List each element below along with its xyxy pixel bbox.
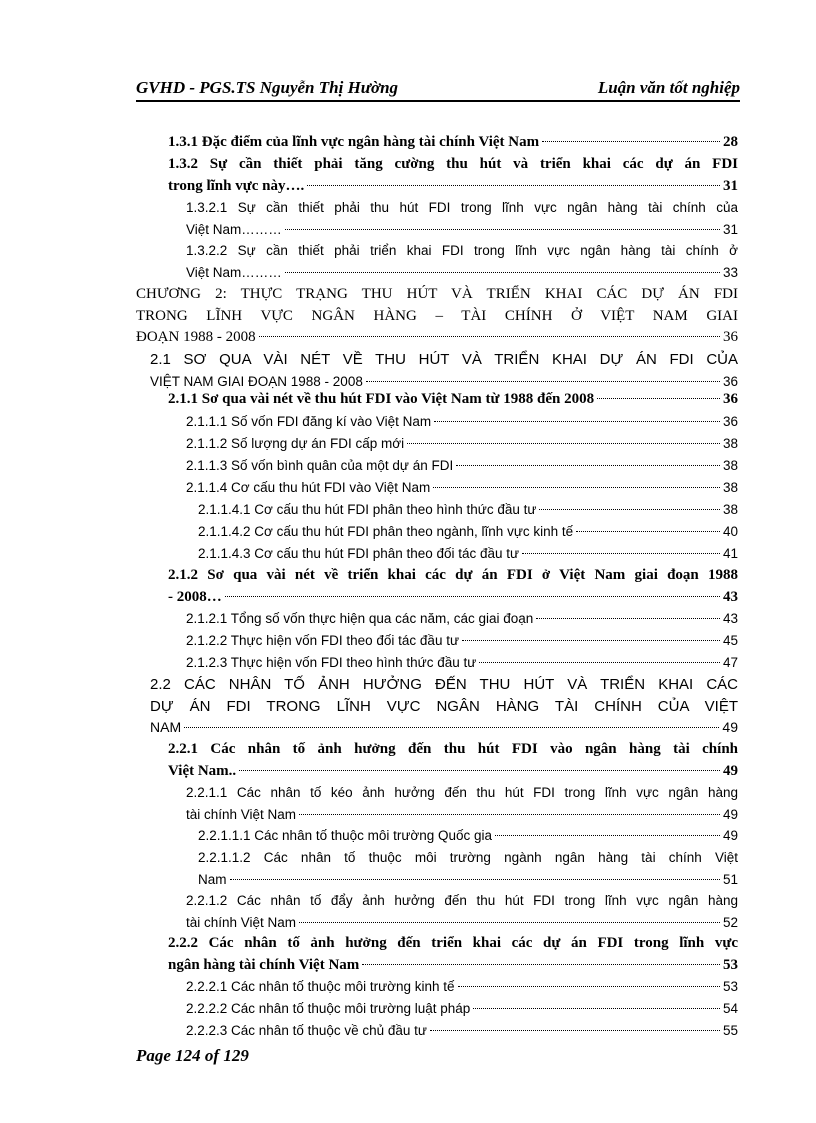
toc-entry[interactable]: 1.3.2.2 Sự cần thiết phải triển khai FDI trong lĩnh vực ngân hàng tài chính ở Việt Nam……… 33 — [186, 243, 738, 280]
toc-entry[interactable]: 2.2 CÁC NHÂN TỐ ẢNH HƯỞNG ĐẾN THU HÚT VÀ TRIỂN KHAI CÁC DỰ ÁN FDI TRONG LĨNH VỰC NGÂN HÀNG TÀI CHÍNH CỦA VIỆT NAM 49 — [150, 676, 738, 735]
toc-entry[interactable]: 2.1.2.3 Thực hiện vốn FDI theo hình thức đầu tư 47 — [186, 655, 738, 670]
toc-entry[interactable]: 2.1.1.2 Số lượng dự án FDI cấp mới 38 — [186, 436, 738, 451]
toc-entry[interactable]: 2.2.2.3 Các nhân tố thuộc về chủ đầu tư 55 — [186, 1023, 738, 1038]
page-number-footer: Page 124 of 129 — [136, 1046, 249, 1065]
toc-entry[interactable]: 2.2.1.1.1 Các nhân tố thuộc môi trường Quốc gia 49 — [198, 828, 738, 843]
toc-entry[interactable]: 2.2.1 Các nhân tố ảnh hưởng đến thu hút FDI vào ngân hàng tài chính Việt Nam.. 49 — [168, 741, 738, 779]
toc-entry[interactable]: 2.1.2.2 Thực hiện vốn FDI theo đối tác đầu tư 45 — [186, 633, 738, 648]
toc-entry[interactable]: 1.3.2 Sự cần thiết phải tăng cường thu hút và triển khai các dự án FDI trong lĩnh vực này…. 31 — [168, 156, 738, 194]
toc-entry[interactable]: 2.1.1.1 Số vốn FDI đăng kí vào Việt Nam 36 — [186, 414, 738, 429]
toc-entry[interactable]: 2.1.1.4.2 Cơ cấu thu hút FDI phân theo ngành, lĩnh vực kinh tế 40 — [198, 524, 738, 539]
header-advisor: GVHD - PGS.TS Nguyễn Thị Hường — [136, 78, 399, 97]
toc-entry[interactable]: 2.2.1.2 Các nhân tố đẩy ảnh hưởng đến thu hút FDI trong lĩnh vực ngân hàng tài chính Việt Nam 52 — [186, 893, 738, 930]
header-thesis-title: Luận văn tốt nghiệp — [597, 78, 740, 97]
toc-entry[interactable]: 2.2.2.2 Các nhân tố thuộc môi trường luật pháp 54 — [186, 1001, 738, 1016]
toc-entry[interactable]: 2.1.1.4.1 Cơ cấu thu hút FDI phân theo hình thức đầu tư 38 — [198, 502, 738, 517]
toc-entry[interactable]: 2.1.1 Sơ qua vài nét về thu hút FDI vào Việt Nam từ 1988 đến 2008 36 — [168, 391, 738, 407]
toc-entry[interactable]: 2.1 SƠ QUA VÀI NÉT VỀ THU HÚT VÀ TRIỂN KHAI DỰ ÁN FDI CỦA VIỆT NAM GIAI ĐOẠN 1988 - 2008 36 — [150, 351, 738, 389]
toc-entry[interactable]: 2.2.2.1 Các nhân tố thuộc môi trường kinh tế 53 — [186, 979, 738, 994]
toc-entry[interactable]: 2.1.1.4 Cơ cấu thu hút FDI vào Việt Nam 38 — [186, 480, 738, 495]
toc-entry[interactable]: 2.1.1.4.3 Cơ cấu thu hút FDI phân theo đối tác đầu tư 41 — [198, 546, 738, 561]
toc-entry[interactable]: 2.1.2.1 Tổng số vốn thực hiện qua các năm, các giai đoạn 43 — [186, 611, 738, 626]
toc-entry[interactable]: 1.3.2.1 Sự cần thiết phải thu hút FDI trong lĩnh vực ngân hàng tài chính của Việt Nam……… 31 — [186, 200, 738, 237]
toc-entry[interactable]: 1.3.1 Đặc điểm của lĩnh vực ngân hàng tài chính Việt Nam 28 — [168, 134, 738, 150]
toc-entry[interactable]: 2.2.2 Các nhân tố ảnh hưởng đến triển khai các dự án FDI trong lĩnh vực ngân hàng tài chính Việt Nam 53 — [168, 935, 738, 973]
toc-entry[interactable]: 2.2.1.1.2 Các nhân tố thuộc môi trường ngành ngân hàng tài chính Việt Nam 51 — [198, 850, 738, 887]
toc-entry[interactable]: 2.2.1.1 Các nhân tố kéo ảnh hưởng đến thu hút FDI trong lĩnh vực ngân hàng tài chính Việt Nam 49 — [186, 785, 738, 822]
toc-entry[interactable]: CHƯƠNG 2: THỰC TRẠNG THU HÚT VÀ TRIỂN KHAI CÁC DỰ ÁN FDI TRONG LĨNH VỰC NGÂN HÀNG – TÀI CHÍNH Ở VIỆT NAM GIAI ĐOẠN 1988 - 2008 36 — [136, 286, 738, 345]
page-header — [136, 76, 740, 102]
toc-entry[interactable]: 2.1.2 Sơ qua vài nét về triển khai các dự án FDI ở Việt Nam giai đoạn 1988 - 2008… 43 — [168, 567, 738, 605]
toc-entry[interactable]: 2.1.1.3 Số vốn bình quân của một dự án FDI 38 — [186, 458, 738, 473]
